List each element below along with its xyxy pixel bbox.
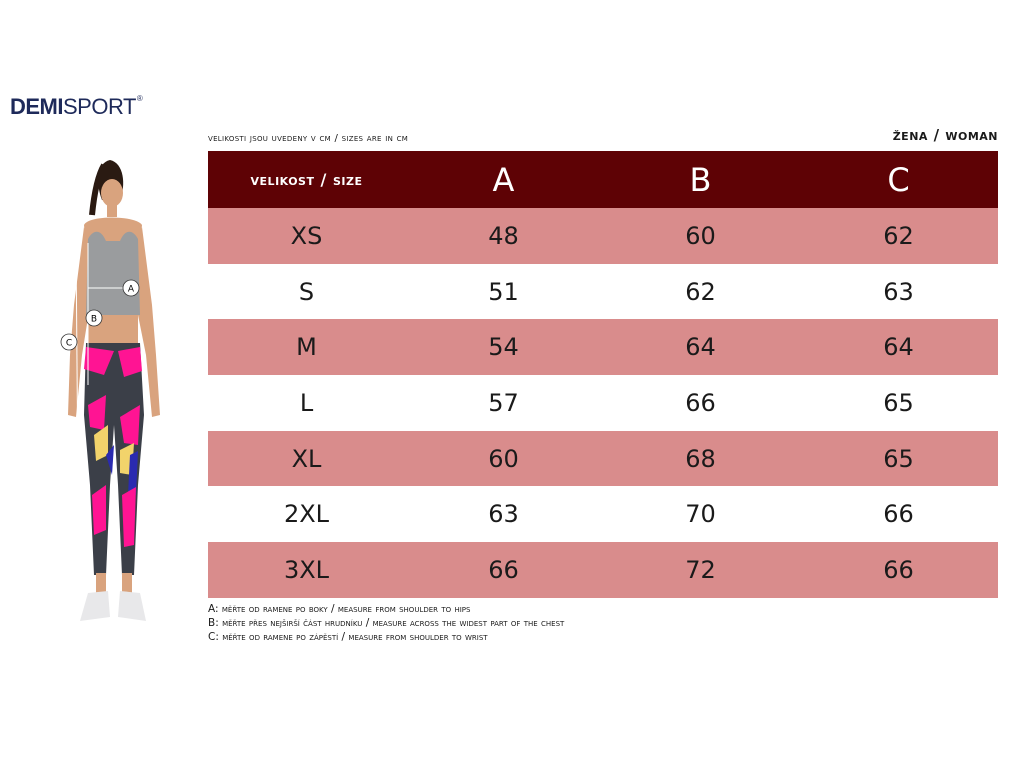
table-row [208, 208, 998, 264]
value-a: 66 [488, 555, 519, 584]
table-row [208, 431, 998, 487]
size-label: 2XL [283, 500, 330, 529]
size-label: M [296, 333, 317, 362]
table-row [208, 542, 998, 598]
table-row [208, 375, 998, 431]
size-label: L [299, 388, 314, 417]
header-a: A [492, 160, 515, 199]
size-label: XL [291, 444, 322, 473]
note-c: C: měřte od ramene po zápěstí / measure from shoulder to wrist [208, 631, 488, 643]
value-c: 65 [883, 388, 914, 417]
size-label: S [298, 277, 315, 306]
logo-sport: SPORT [63, 94, 136, 119]
model-figure-illustration [48, 155, 178, 645]
units-note: velikosti jsou uvedeny v cm / sizes are in cm [208, 133, 409, 144]
size-label: 3XL [283, 555, 330, 584]
value-a: 51 [488, 277, 519, 306]
gender-title: žena / woman [892, 126, 998, 144]
marker-a [123, 280, 139, 296]
marker-c [61, 334, 77, 350]
table-row [208, 319, 998, 375]
value-c: 64 [883, 333, 914, 362]
header-c: C [887, 160, 910, 199]
size-chart-table [208, 151, 998, 598]
value-b: 72 [685, 555, 716, 584]
svg-text:B: B [90, 314, 98, 325]
measurement-notes [208, 602, 564, 644]
value-c: 65 [883, 444, 914, 473]
value-c: 63 [883, 277, 914, 306]
svg-text:A: A [127, 284, 135, 295]
table-row [208, 486, 998, 542]
marker-b [86, 310, 102, 326]
value-b: 64 [685, 333, 716, 362]
svg-text:C: C [65, 338, 73, 349]
value-a: 60 [488, 444, 519, 473]
table-header-row [208, 151, 998, 208]
value-b: 70 [685, 500, 716, 529]
value-c: 62 [883, 221, 914, 250]
value-b: 60 [685, 221, 716, 250]
value-c: 66 [883, 555, 914, 584]
value-b: 62 [685, 277, 716, 306]
table-row [208, 264, 998, 320]
value-a: 48 [488, 221, 519, 250]
logo-demi: DEMI [10, 94, 63, 119]
value-b: 66 [685, 388, 716, 417]
header-b: B [689, 160, 712, 199]
value-a: 57 [488, 388, 519, 417]
value-c: 66 [883, 500, 914, 529]
value-a: 63 [488, 500, 519, 529]
value-a: 54 [488, 333, 519, 362]
value-b: 68 [685, 444, 716, 473]
note-a: A: měřte od ramene po boky / measure from shoulder to hips [208, 603, 471, 615]
logo-registered-mark: ® [136, 94, 143, 103]
header-size: velikost / size [250, 170, 363, 189]
note-b: B: měřte přes nejširší část hrudníku / measure across the widest part of the chest [208, 617, 565, 629]
brand-logo [10, 94, 142, 120]
size-label: XS [290, 221, 323, 250]
